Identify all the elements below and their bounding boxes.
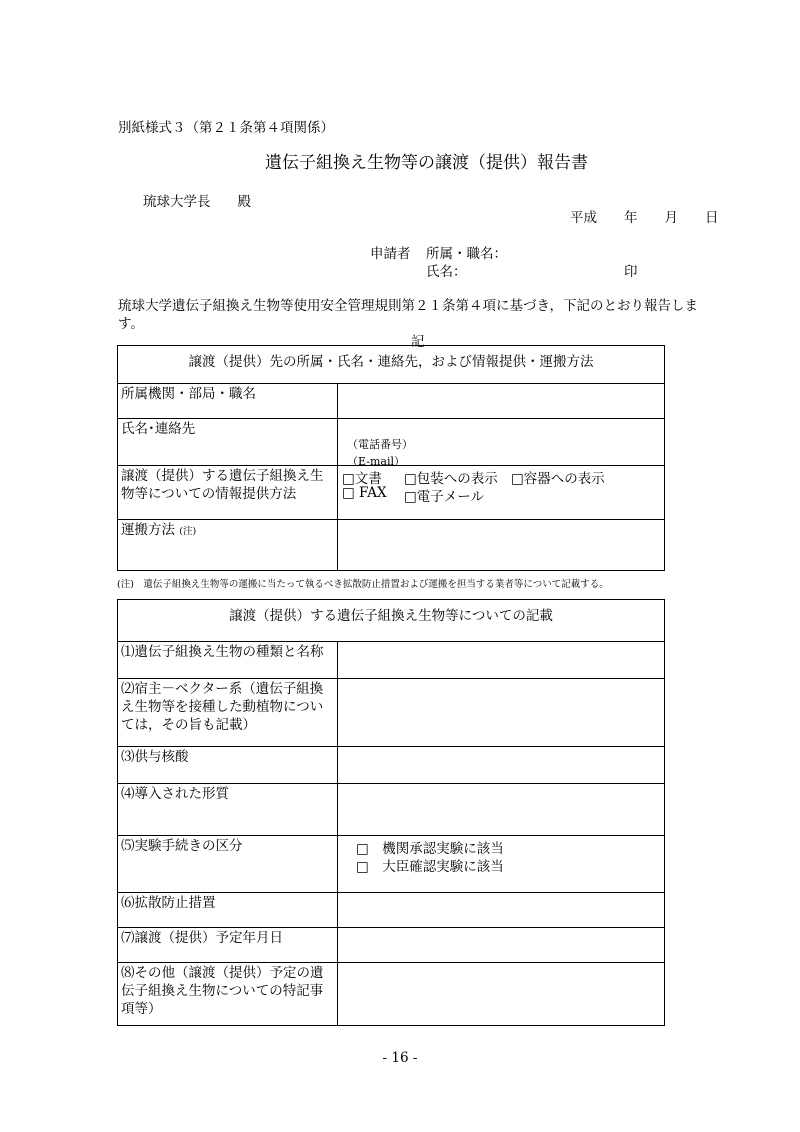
transport-method-label: 運搬方法: [121, 522, 175, 538]
table1-row1-label: 所属機関・部局・職名: [121, 386, 256, 402]
seal-mark: 印: [624, 264, 638, 280]
item7-label: ⑺譲渡（提供）予定年月日: [121, 930, 283, 946]
item8-field[interactable]: [337, 962, 665, 1026]
option-fax-checkbox[interactable]: □ FAX: [342, 485, 387, 501]
transport-method-field[interactable]: [337, 519, 665, 571]
table1-row3-label-line2: 物等についての情報提供方法: [121, 486, 297, 502]
item7-field[interactable]: [337, 927, 665, 963]
addressee: 琉球大学長 殿: [143, 194, 251, 210]
item4-field[interactable]: [337, 783, 665, 836]
transport-note-mark: (注): [179, 526, 197, 537]
table1-header: 譲渡（提供）先の所属・氏名・連絡先，および情報提供・運搬方法: [188, 354, 594, 370]
footnote: (注) 遺伝子組換え生物等の運搬に当たって執るべき拡散防止措置および運搬を担当する業者等について記載する。: [117, 579, 609, 590]
form-number: 別紙様式３（第２１条第４項関係）: [118, 120, 334, 136]
option-email-checkbox[interactable]: □電子メール: [404, 489, 484, 505]
item5-label: ⑸実験手続きの区分: [121, 838, 243, 854]
page-number: - 16 -: [382, 1050, 418, 1066]
item3-field[interactable]: [337, 746, 665, 784]
item6-field[interactable]: [337, 892, 665, 928]
page-title: 遺伝子組換え生物等の譲渡（提供）報告書: [265, 153, 588, 173]
item2-label-line2: え生物等を接種した動植物につい: [121, 699, 324, 715]
table1-row2-label: 氏名･連絡先: [121, 421, 196, 437]
ki-mark: 記: [411, 334, 425, 350]
item2-field[interactable]: [337, 678, 665, 747]
applicant-name-label: 氏名：: [426, 264, 467, 280]
statement-line-1: 琉球大学遺伝子組換え生物等使用安全管理規則第２１条第４項に基づき，下記のとおり報告しま: [118, 298, 698, 314]
item2-label-line3: ては，その旨も記載）: [121, 717, 256, 733]
table2-header: 譲渡（提供）する遺伝子組換え生物等についての記載: [229, 608, 553, 624]
item6-label: ⑹拡散防止措置: [121, 895, 216, 911]
date-line: 平成 年 月 日: [570, 210, 719, 226]
minister-confirmed-checkbox[interactable]: □ 大臣確認実験に該当: [356, 859, 504, 875]
institution-approved-checkbox[interactable]: □ 機関承認実験に該当: [356, 841, 504, 857]
table1-row3-label-line1: 譲渡（提供）する遺伝子組換え生: [121, 468, 324, 484]
item2-label-line1: ⑵宿主－ベクター系（遺伝子組換: [121, 681, 324, 697]
item3-label: ⑶供与核酸: [121, 749, 189, 765]
email-label: （E-mail）: [347, 455, 405, 468]
item8-label-line1: ⑻その他（譲渡（提供）予定の遺: [121, 965, 324, 981]
item8-label-line3: 項等）: [121, 1001, 162, 1017]
option-package-checkbox[interactable]: □包装への表示: [404, 471, 498, 487]
applicant-label: 申請者: [370, 246, 411, 262]
option-document-checkbox[interactable]: □文書: [342, 471, 382, 487]
table1-row4-label: [121, 521, 196, 541]
item8-label-line2: 伝子組換え生物についての特記事: [121, 983, 324, 999]
applicant-affiliation-label: 所属・職名：: [426, 246, 507, 262]
option-container-checkbox[interactable]: □容器への表示: [511, 471, 605, 487]
affiliation-field[interactable]: [337, 383, 665, 419]
item4-label: ⑷導入された形質: [121, 786, 229, 802]
item1-field[interactable]: [337, 641, 665, 679]
statement-line-2: す。: [118, 316, 144, 332]
phone-label: （電話番号）: [347, 438, 413, 451]
item1-label: ⑴遺伝子組換え生物の種類と名称: [121, 644, 324, 660]
